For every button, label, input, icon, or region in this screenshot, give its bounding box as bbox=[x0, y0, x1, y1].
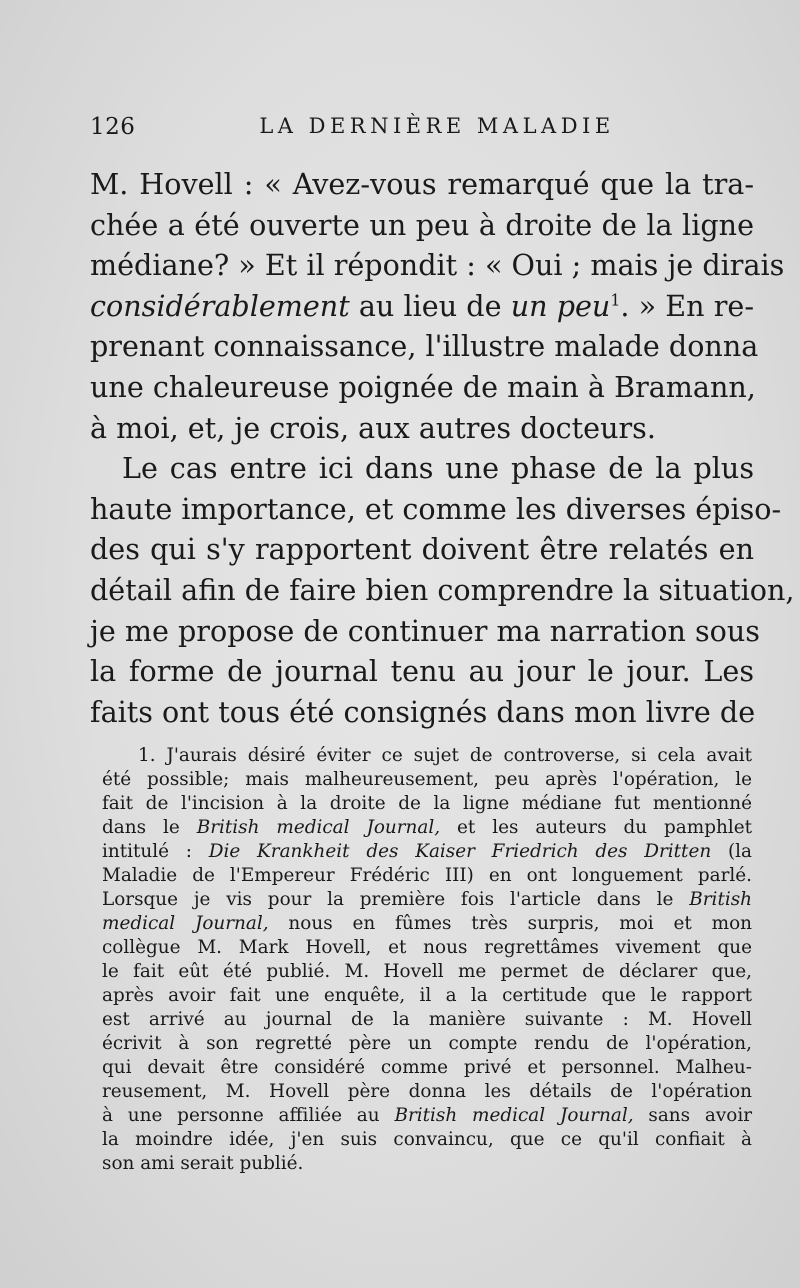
emphasis: Die Krankheit des Kaiser Friedrich des Dritten bbox=[208, 841, 712, 862]
text-line: la forme de journal tenu au jour le jour. Les bbox=[90, 654, 754, 689]
text-line: chée a été ouverte un peu à droite de la ligne bbox=[90, 207, 754, 242]
text-line: des qui s'y rapportent doivent être relatés en bbox=[90, 532, 754, 567]
text-fragment: Lorsque je vis pour la première fois l'article dans le bbox=[102, 889, 690, 910]
footnote bbox=[102, 744, 752, 1176]
text-fragment: . » En re- bbox=[620, 288, 754, 323]
footnote-line: 1. J'aurais désiré éviter ce sujet de controverse, si cela avait bbox=[138, 745, 752, 766]
footnote-line: reusement, M. Hovell père donna les détails de l'opération bbox=[102, 1081, 752, 1102]
emphasis: medical Journal, bbox=[102, 913, 269, 934]
emphasis: British medical Journal, bbox=[196, 817, 441, 838]
paragraph-1 bbox=[90, 164, 785, 448]
text-fragment: au lieu de bbox=[349, 288, 511, 323]
text-line: M. Hovell : « Avez-vous remarqué que la tra- bbox=[90, 167, 754, 201]
text-line: à moi, et, je crois, aux autres docteurs. bbox=[90, 410, 656, 445]
footnote-line: été possible; mais malheureusement, peu après l'opération, le bbox=[102, 769, 752, 790]
page-header bbox=[90, 114, 754, 144]
text-line: je me propose de continuer ma narration sous bbox=[90, 613, 760, 648]
footnote-line bbox=[102, 1104, 752, 1128]
text-line: une chaleureuse poignée de main à Bramann, bbox=[90, 369, 756, 404]
footnote-line: la moindre idée, j'en suis convaincu, que ce qu'il confiait à bbox=[102, 1129, 752, 1150]
text-line: faits ont tous été consignés dans mon livre de bbox=[90, 694, 756, 729]
text-line: prenant connaissance, l'illustre malade donna bbox=[90, 329, 759, 364]
text-line: détail afin de faire bien comprendre la situation, bbox=[90, 572, 795, 607]
footnote-line bbox=[102, 840, 752, 864]
text-line: Le cas entre ici dans une phase de la plus bbox=[122, 451, 754, 486]
footnote-line: écrivit à son regretté père un compte rendu de l'opération, bbox=[102, 1033, 752, 1054]
text-line: haute importance, et comme les diverses épiso- bbox=[90, 491, 782, 526]
emphasis: un peu bbox=[510, 288, 611, 323]
text-fragment: nous en fûmes très surpris, moi et mon bbox=[268, 913, 752, 934]
page-number: 126 bbox=[90, 114, 136, 140]
footnote-line: Maladie de l'Empereur Frédéric III) en ont longuement parlé. bbox=[102, 865, 752, 886]
main-text bbox=[90, 164, 795, 732]
footnote-line bbox=[102, 912, 752, 936]
text-fragment: et les auteurs du pamphlet bbox=[440, 817, 752, 838]
footnote-line: fait de l'incision à la droite de la ligne médiane fut mentionné bbox=[102, 793, 752, 814]
footnote-line bbox=[102, 888, 752, 912]
footnote-line: collègue M. Mark Hovell, et nous regrettâmes vivement que bbox=[102, 937, 752, 958]
text-fragment: (la bbox=[711, 841, 752, 862]
text-fragment: à une personne affiliée au bbox=[102, 1105, 395, 1126]
text-fragment: dans le bbox=[102, 817, 197, 838]
text-line bbox=[90, 286, 754, 327]
running-title: LA DERNIÈRE MALADIE bbox=[259, 114, 615, 138]
footnote-line bbox=[102, 816, 752, 840]
text-line: médiane? » Et il répondit : « Oui ; mais je dirais bbox=[90, 248, 785, 283]
paragraph-2 bbox=[90, 448, 795, 732]
footnote-line: son ami serait publié. bbox=[102, 1153, 304, 1174]
footnote-line: qui devait être considéré comme privé et personnel. Malheu- bbox=[102, 1057, 752, 1078]
footnote-line: est arrivé au journal de la manière suivante : M. Hovell bbox=[102, 1009, 752, 1030]
text-fragment: sans avoir bbox=[633, 1105, 752, 1126]
emphasis: considérablement bbox=[90, 288, 350, 323]
emphasis: British bbox=[689, 889, 752, 910]
footnote-line: après avoir fait une enquête, il a la certitude que le rapport bbox=[102, 985, 752, 1006]
emphasis: British medical Journal, bbox=[394, 1105, 634, 1126]
footnote-marker: 1 bbox=[610, 290, 621, 310]
text-fragment: intitulé : bbox=[102, 841, 209, 862]
footnote-line: le fait eût été publié. M. Hovell me permet de déclarer que, bbox=[102, 961, 752, 982]
